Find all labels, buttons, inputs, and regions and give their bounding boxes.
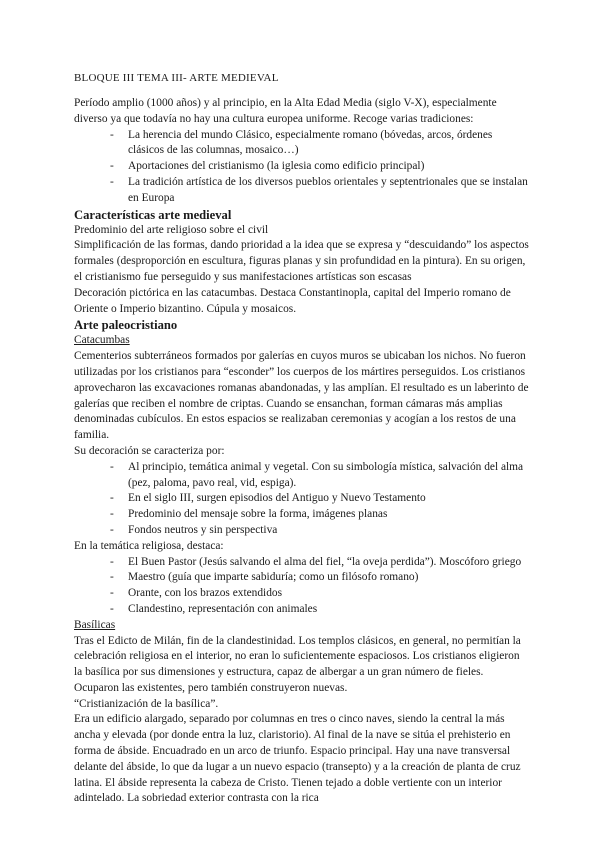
list-item: - La tradición artística de los diversos pueblos orientales y septentrionales que se instalan en Europa: [110, 175, 530, 207]
decoration-intro: Su decoración se caracteriza por:: [74, 444, 225, 457]
religious-intro: En la temática religiosa, destaca:: [74, 539, 224, 552]
list-item: - En el siglo III, surgen episodios del Antiguo y Nuevo Testamento: [110, 491, 530, 507]
intro-paragraph: Período amplio (1000 años) y al principio, en la Alta Edad Media (siglo V-X), especialmente diverso ya que todavía no hay una cultura europea uniforme. Recoge varias tradiciones:: [74, 97, 497, 125]
basilicas-paragraph-1: Tras el Edicto de Milán, fin de la clandestinidad. Los templos clásicos, en general, no permitían la celebración religiosa en el interior, no eran lo suficientemente espaciosos. Los cristianos eligieron la basílica por sus dimensiones y estructura, capaz de albergar a un gran número de fieles. Ocuparon las existentes, pero también construyeron nuevas.: [74, 634, 521, 694]
list-item: - Fondos neutros y sin perspectiva: [110, 523, 530, 539]
paleo-heading: Arte paleocristiano: [74, 318, 178, 333]
characteristics-paragraph-3: Decoración pictórica en las catacumbas. Destaca Constantinopla, capital del Imperio romano de Oriente o Imperio bizantino. Cúpula y mosaicos.: [74, 286, 511, 315]
list-item: - Al principio, temática animal y vegetal. Con su simbología mística, salvación del alma (pez, paloma, pavo real, vid, espiga).: [110, 460, 530, 492]
list-item: - Predominio del mensaje sobre la forma, imágenes planas: [110, 507, 530, 523]
characteristics-heading: Características arte medieval: [74, 207, 232, 222]
catacombs-paragraph: Cementerios subterráneos formados por galerías en cuyos muros se ubicaban los nichos. No fueron utilizadas por los cristianos para “esconder” los cuerpos de los mártires perseguidos. Los cristianos aprovecharon las excavaciones romanas abandonadas, y las amplían. El resultado es un laberinto de galerías que reciben el nombre de criptas. Cuando se ensanchan, forman cámaras más amplias denominadas cubículos. En estos espacios se realizaban ceremonias y acogían a los restos de una familia.: [74, 350, 529, 442]
catacombs-heading: Catacumbas: [74, 334, 130, 347]
list-item: - Orante, con los brazos extendidos: [110, 586, 530, 602]
basilicas-paragraph-2: “Cristianización de la basílica”.: [74, 697, 219, 710]
list-item: - Aportaciones del cristianismo (la iglesia como edificio principal): [110, 159, 530, 175]
list-item: - Maestro (guía que imparte sabiduría; como un filósofo romano): [110, 570, 530, 586]
list-item: - El Buen Pastor (Jesús salvando el alma del fiel, “la oveja perdida”). Moscóforo griego: [110, 555, 530, 571]
characteristics-paragraph-2: Simplificación de las formas, dando prioridad a la idea que se expresa y “descuidando” los aspectos formales (desproporción en escultura, figuras planas y sin profundidad en la pintura). En su origen, el cristianismo fue perseguido y sus manifestaciones artísticas son escasas: [74, 239, 529, 283]
basilicas-heading: Basílicas: [74, 618, 116, 631]
characteristics-paragraph-1: Predominio del arte religioso sobre el civil: [74, 223, 269, 236]
basilicas-paragraph-3: Era un edificio alargado, separado por columnas en tres o cinco naves, siendo la central la más ancha y elevada (por donde entra la luz, claristorio). Al final de la nave se sitúa el prehisterio en forma de ábside. Encuadrado en un arco de triunfo. Espacio principal. Hay una nave transversal delante del ábside, lo que da lugar a un nuevo espacio (transepto) y a la creación de planta de cruz latina. El ábside representa la cabeza de Cristo. Tienen tejado a doble vertiente con un interior adintelado. La sobriedad exterior contrasta con la rica: [74, 713, 521, 805]
religious-list: [74, 555, 530, 618]
page-title: BLOQUE III TEMA III- ARTE MEDIEVAL: [74, 72, 279, 84]
traditions-list: [74, 128, 530, 207]
list-item: - La herencia del mundo Clásico, especialmente romano (bóvedas, arcos, órdenes clásicos de las columnas, mosaico…): [110, 128, 530, 160]
decoration-list: [74, 460, 530, 539]
list-item: - Clandestino, representación con animales: [110, 602, 530, 618]
document-body: [74, 96, 530, 807]
